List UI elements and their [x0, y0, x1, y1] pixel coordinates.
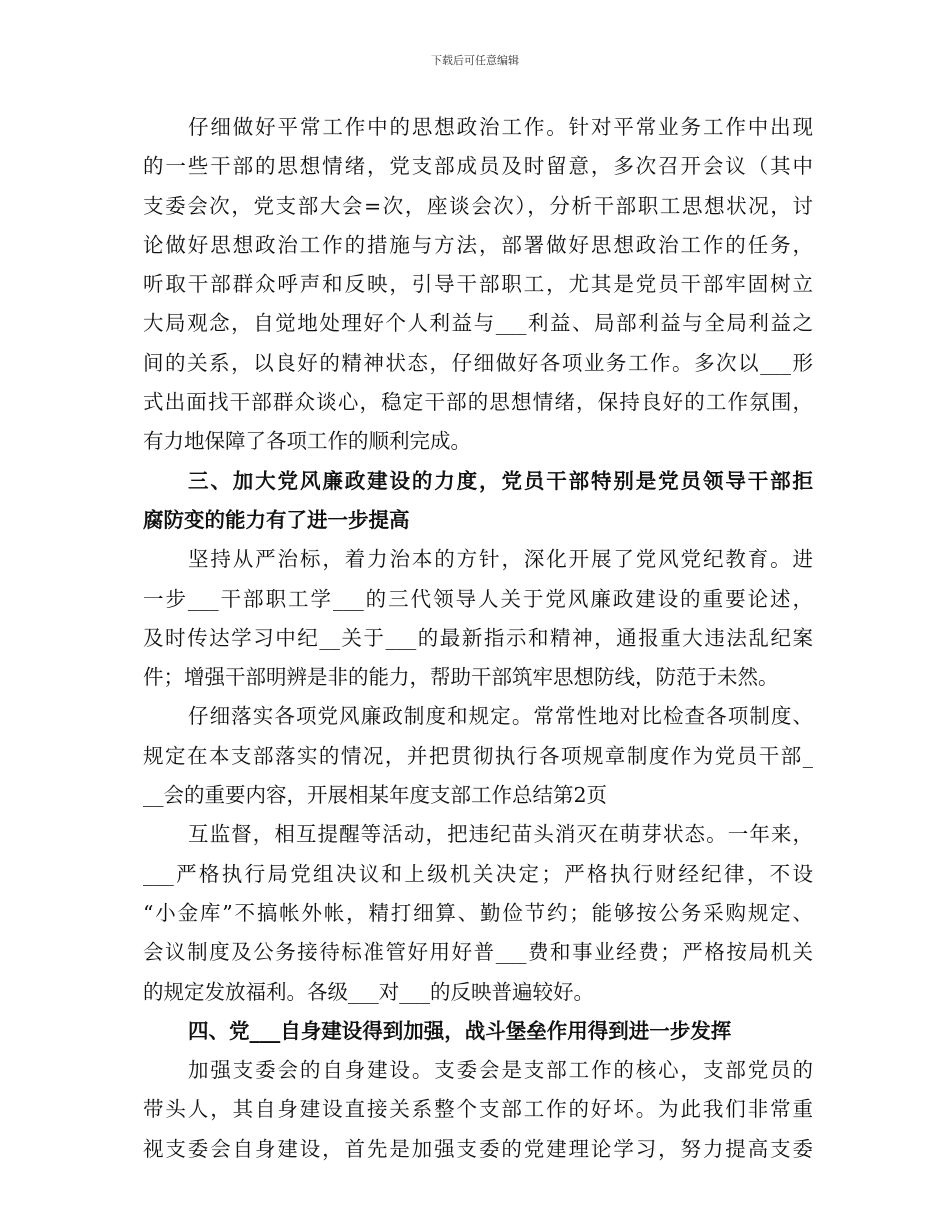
paragraph-line: ___严格执行局党组决议和上级机关决定；严格执行财经纪律，不设 — [143, 861, 813, 886]
paragraph-line: 论做好思想政治工作的措施与方法，部署做好思想政治工作的任务， — [143, 232, 813, 257]
paragraph-line: 视支委会自身建设，首先是加强支委的党建理论学习，努力提高支委 — [143, 1136, 813, 1161]
paragraph-line: 的一些干部的思想情绪，党支部成员及时留意，多次召开会议（其中 — [143, 154, 813, 179]
section-heading: 三、加大党风廉政建设的力度，党员干部特别是党员领导干部拒 — [188, 468, 813, 493]
paragraph-line: 式出面找干部群众谈心，稳定干部的思想情绪，保持良好的工作氛围， — [143, 390, 813, 415]
section-heading: 腐防变的能力有了进一步提高 — [143, 507, 410, 532]
paragraph-line: 互监督，相互提醒等活动，把违纪苗头消灭在萌芽状态。一年来， — [188, 822, 813, 847]
header-note: 下载后可任意编辑 — [431, 54, 519, 67]
paragraph-line: 听取干部群众呼声和反映，引导干部职工，尤其是党员干部牢固树立 — [143, 272, 813, 297]
paragraph-line: 一步___干部职工学___的三代领导人关于党风廉政建设的重要论述， — [143, 586, 813, 611]
paragraph-line: 仔细落实各项党风廉政制度和规定。常常性地对比检查各项制度、 — [188, 704, 813, 729]
paragraph-line: 带头人，其自身建设直接关系整个支部工作的好坏。为此我们非常重 — [143, 1097, 813, 1122]
paragraph-line: 规定在本支部落实的情况，并把贯彻执行各项规章制度作为党员干部_ — [143, 743, 813, 768]
paragraph-line: 件；增强干部明辨是非的能力，帮助干部筑牢思想防线，防范于未然。 — [143, 665, 779, 690]
paragraph-line: 有力地保障了各项工作的顺利完成。 — [143, 429, 471, 454]
section-heading: 四、党___自身建设得到加强，战斗堡垒作用得到进一步发挥 — [188, 1018, 732, 1043]
paragraph-line: 大局观念，自觉地处理好个人利益与___利益、局部利益与全局利益之 — [143, 311, 813, 336]
paragraph-line: 支委会次，党支部大会=次，座谈会次），分析干部职工思想状况，讨 — [143, 193, 813, 218]
document-body — [143, 108, 813, 1169]
paragraph-line: 及时传达学习中纪__关于___的最新指示和精神，通报重大违法乱纪案 — [143, 625, 813, 650]
paragraph-line: 会议制度及公务接待标准管好用好普___费和事业经费；严格按局机关 — [143, 940, 813, 965]
paragraph-line: __会的重要内容，开展相某年度支部工作总结第2页 — [143, 783, 608, 808]
paragraph-line: 间的关系，以良好的精神状态，仔细做好各项业务工作。多次以___形 — [143, 350, 813, 375]
paragraph-line: 仔细做好平常工作中的思想政治工作。针对平常业务工作中出现 — [188, 115, 813, 139]
paragraph-line: 加强支委会的自身建设。支委会是支部工作的核心，支部党员的 — [188, 1058, 813, 1083]
paragraph-line: “小金库”不搞帐外帐，精打细算、勤俭节约；能够按公务采购规定、 — [143, 900, 813, 925]
paragraph-line: 的规定发放福利。各级___对___的反映普遍较好。 — [143, 979, 594, 1004]
paragraph-line: 坚持从严治标，着力治本的方针，深化开展了党风党纪教育。进 — [188, 547, 813, 572]
